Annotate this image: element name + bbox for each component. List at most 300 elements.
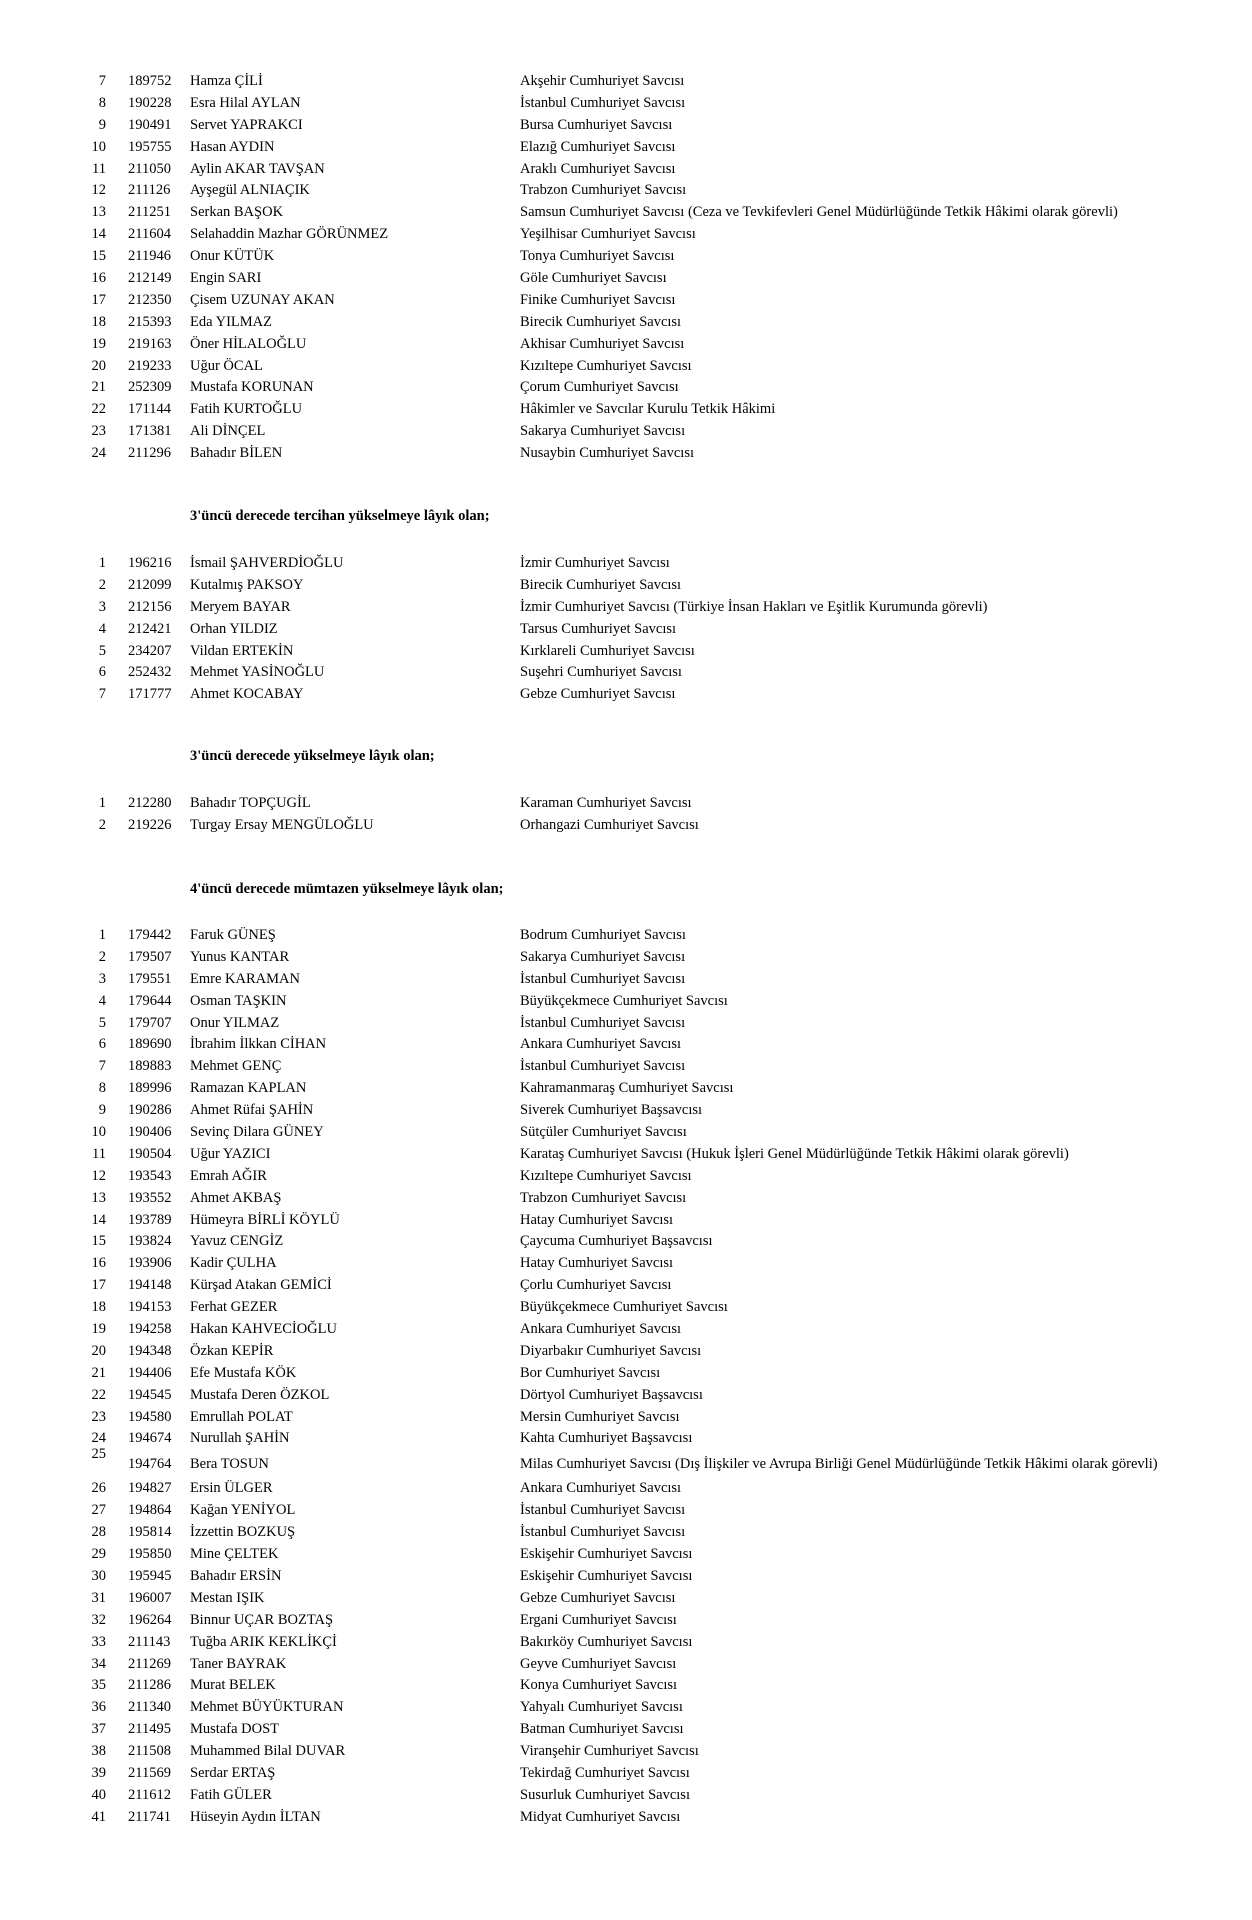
row-number: 5	[98, 642, 106, 659]
section-heading-tercihan: 3'üncü derecede tercihan yükselmeye lâyık olan;	[190, 508, 490, 524]
table-row	[0, 1341, 1252, 1363]
table-row	[0, 399, 1252, 421]
table-row	[0, 1407, 1252, 1429]
sicil-number: 195814	[128, 1524, 172, 1541]
person-name: Bahadır BİLEN	[190, 445, 283, 462]
table-row	[0, 1478, 1252, 1500]
sicil-number: 196007	[128, 1589, 172, 1606]
table-row	[0, 334, 1252, 356]
person-name: Mustafa DOST	[190, 1721, 280, 1738]
row-number: 10	[91, 138, 106, 155]
sicil-number: 211251	[128, 204, 171, 221]
row-number: 24	[91, 1430, 106, 1447]
table-row	[0, 553, 1252, 575]
person-name: Binnur UÇAR BOZTAŞ	[190, 1611, 334, 1628]
person-name: Mustafa KORUNAN	[190, 379, 314, 396]
person-name: Orhan YILDIZ	[190, 620, 278, 637]
sicil-number: 234207	[128, 642, 172, 659]
person-name: Eda YILMAZ	[190, 313, 273, 330]
person-name: Ahmet Rüfai ŞAHİN	[190, 1102, 314, 1119]
sicil-number: 179551	[128, 970, 172, 987]
duty-location: Sakarya Cumhuriyet Savcısı	[520, 423, 686, 440]
row-number: 29	[91, 1546, 106, 1563]
person-name: Mehmet YASİNOĞLU	[190, 664, 325, 681]
row-number: 26	[91, 1480, 106, 1497]
row-number: 20	[91, 357, 106, 374]
person-name: Hakan KAHVECİOĞLU	[190, 1321, 337, 1338]
sicil-number: 171144	[128, 401, 171, 418]
table-row	[0, 115, 1252, 137]
person-name: Hüseyin Aydın İLTAN	[190, 1808, 321, 1825]
duty-location: Viranşehir Cumhuriyet Savcısı	[520, 1743, 699, 1760]
person-name: Yavuz CENGİZ	[190, 1233, 284, 1250]
table-row	[0, 1785, 1252, 1807]
row-number: 38	[91, 1743, 106, 1760]
table-row	[0, 662, 1252, 684]
row-number: 14	[91, 1211, 106, 1228]
person-name: Vildan ERTEKİN	[190, 642, 294, 659]
row-number: 2	[98, 576, 106, 593]
person-name: Mestan IŞIK	[190, 1589, 265, 1606]
row-number: 18	[91, 1299, 106, 1316]
list-section-continued	[0, 71, 1252, 465]
duty-location: Yeşilhisar Cumhuriyet Savcısı	[520, 226, 696, 243]
sicil-number: 189996	[128, 1080, 172, 1097]
duty-location: Tarsus Cumhuriyet Savcısı	[520, 620, 677, 637]
table-row	[0, 1632, 1252, 1654]
sicil-number: 211741	[128, 1808, 171, 1825]
duty-location: İstanbul Cumhuriyet Savcısı	[520, 970, 686, 987]
sicil-number: 212350	[128, 291, 172, 308]
table-row	[0, 1188, 1252, 1210]
table-row	[0, 575, 1252, 597]
row-number: 19	[91, 1321, 106, 1338]
person-name: Hümeyra BİRLİ KÖYLÜ	[190, 1211, 340, 1228]
person-name: Mehmet BÜYÜKTURAN	[190, 1699, 344, 1716]
person-name: Ayşegül ALNIAÇIK	[190, 182, 310, 199]
person-name: Faruk GÜNEŞ	[190, 927, 276, 943]
sicil-number: 190228	[128, 94, 172, 111]
sicil-number: 212421	[128, 620, 172, 637]
duty-location: Sütçüler Cumhuriyet Savcısı	[520, 1124, 687, 1141]
person-name: Emrah AĞIR	[190, 1167, 267, 1184]
sicil-number: 211946	[128, 248, 171, 265]
person-name: Selahaddin Mazhar GÖRÜNMEZ	[190, 226, 389, 243]
table-row	[0, 1144, 1252, 1166]
table-row	[0, 947, 1252, 969]
duty-location: Hâkimler ve Savcılar Kurulu Tetkik Hâkimi	[520, 401, 776, 418]
sicil-number: 211050	[128, 160, 171, 177]
person-name: Özkan KEPİR	[190, 1342, 274, 1359]
table-row	[0, 1654, 1252, 1676]
row-number: 23	[91, 423, 106, 440]
person-name: Bahadır TOPÇUGİL	[190, 795, 311, 811]
duty-location: Akhisar Cumhuriyet Savcısı	[520, 335, 685, 352]
table-row	[0, 356, 1252, 378]
sicil-number: 194580	[128, 1408, 172, 1425]
sicil-number: 194406	[128, 1364, 172, 1381]
duty-location: Midyat Cumhuriyet Savcısı	[520, 1808, 681, 1825]
table-row	[0, 1385, 1252, 1407]
person-name: Bahadır ERSİN	[190, 1567, 282, 1584]
table-row	[0, 1763, 1252, 1785]
table-row	[0, 1363, 1252, 1385]
sicil-number: 196216	[128, 555, 172, 571]
duty-location: Eskişehir Cumhuriyet Savcısı	[520, 1546, 693, 1563]
person-name: Hamza ÇİLİ	[190, 73, 263, 89]
row-number: 8	[98, 1080, 106, 1097]
table-row	[0, 159, 1252, 181]
row-number: 11	[92, 160, 106, 177]
person-name: Mustafa Deren ÖZKOL	[190, 1386, 330, 1403]
sicil-number: 195945	[128, 1567, 172, 1584]
section-heading-mumtazen: 4'üncü derecede mümtazen yükselmeye lâyık olan;	[190, 881, 504, 897]
duty-location: Kahta Cumhuriyet Başsavcısı	[520, 1430, 693, 1447]
row-number: 24	[91, 445, 106, 462]
row-number: 12	[91, 1167, 106, 1184]
duty-location: Göle Cumhuriyet Savcısı	[520, 270, 667, 287]
sicil-number: 179644	[128, 992, 172, 1009]
table-row	[0, 1566, 1252, 1588]
row-number: 32	[91, 1611, 106, 1628]
table-row	[0, 1522, 1252, 1544]
sicil-number: 219233	[128, 357, 172, 374]
sicil-number: 211296	[128, 445, 171, 462]
table-row	[0, 1034, 1252, 1056]
row-number: 9	[98, 1102, 106, 1119]
sicil-number: 219226	[128, 816, 172, 833]
row-number: 16	[91, 1255, 106, 1272]
person-name: Kadir ÇULHA	[190, 1255, 277, 1272]
person-name: İsmail ŞAHVERDİOĞLU	[190, 555, 344, 571]
row-number: 28	[91, 1524, 106, 1541]
person-name: Kutalmış PAKSOY	[190, 576, 304, 593]
person-name: Muhammed Bilal DUVAR	[190, 1743, 346, 1760]
sicil-number: 212099	[128, 576, 172, 593]
person-name: Onur YILMAZ	[190, 1014, 280, 1031]
sicil-number: 215393	[128, 313, 172, 330]
row-number: 16	[91, 270, 106, 287]
sicil-number: 219163	[128, 335, 172, 352]
sicil-number: 211286	[128, 1677, 171, 1694]
duty-location: Dörtyol Cumhuriyet Başsavcısı	[520, 1386, 703, 1403]
duty-location: Susurluk Cumhuriyet Savcısı	[520, 1786, 690, 1803]
duty-location: Elazığ Cumhuriyet Savcısı	[520, 138, 676, 155]
duty-location: Ankara Cumhuriyet Savcısı	[520, 1321, 682, 1338]
sicil-number: 194545	[128, 1386, 172, 1403]
sicil-number: 189752	[128, 73, 172, 89]
table-row	[0, 312, 1252, 334]
sicil-number: 193824	[128, 1233, 172, 1250]
person-name: Ahmet AKBAŞ	[190, 1189, 282, 1206]
sicil-number: 193552	[128, 1189, 172, 1206]
sicil-number: 190286	[128, 1102, 172, 1119]
duty-location: Trabzon Cumhuriyet Savcısı	[520, 1189, 687, 1206]
duty-location: Sakarya Cumhuriyet Savcısı	[520, 948, 686, 965]
sicil-number: 212280	[128, 795, 172, 811]
row-number: 33	[91, 1633, 106, 1650]
duty-location: İstanbul Cumhuriyet Savcısı	[520, 1502, 686, 1519]
person-name: İzzettin BOZKUŞ	[190, 1524, 296, 1541]
duty-location: Suşehri Cumhuriyet Savcısı	[520, 664, 682, 681]
row-number: 27	[91, 1502, 106, 1519]
duty-location: Siverek Cumhuriyet Başsavcısı	[520, 1102, 703, 1119]
row-number: 23	[91, 1408, 106, 1425]
section-heading-yukselme: 3'üncü derecede yükselmeye lâyık olan;	[190, 748, 435, 764]
person-name: Mine ÇELTEK	[190, 1546, 279, 1563]
duty-location: Karataş Cumhuriyet Savcısı (Hukuk İşleri Genel Müdürlüğünde Tetkik Hâkimi olarak görevli)	[520, 1145, 1069, 1162]
table-row	[0, 71, 1252, 93]
duty-location: Karaman Cumhuriyet Savcısı	[520, 795, 692, 811]
duty-location: Büyükçekmece Cumhuriyet Savcısı	[520, 992, 728, 1009]
duty-location: Ankara Cumhuriyet Savcısı	[520, 1036, 682, 1053]
sicil-number: 211569	[128, 1764, 171, 1781]
table-row	[0, 1319, 1252, 1341]
row-number: 3	[98, 970, 106, 987]
row-number: 18	[91, 313, 106, 330]
duty-location: Bakırköy Cumhuriyet Savcısı	[520, 1633, 693, 1650]
sicil-number: 171381	[128, 423, 172, 440]
duty-location: Ergani Cumhuriyet Savcısı	[520, 1611, 677, 1628]
row-number: 8	[98, 94, 106, 111]
person-name: Aylin AKAR TAVŞAN	[190, 160, 325, 177]
duty-location: İstanbul Cumhuriyet Savcısı	[520, 1058, 686, 1075]
sicil-number: 195755	[128, 138, 172, 155]
duty-location: Batman Cumhuriyet Savcısı	[520, 1721, 684, 1738]
table-row	[0, 1807, 1252, 1829]
row-number: 22	[91, 1386, 106, 1403]
row-number: 17	[91, 291, 106, 308]
sicil-number: 194148	[128, 1277, 172, 1294]
duty-location: Kızıltepe Cumhuriyet Savcısı	[520, 357, 692, 374]
row-number: 17	[91, 1277, 106, 1294]
duty-location: Kızıltepe Cumhuriyet Savcısı	[520, 1167, 692, 1184]
table-row	[0, 1697, 1252, 1719]
table-row	[0, 1610, 1252, 1632]
table-row	[0, 1166, 1252, 1188]
duty-location: İstanbul Cumhuriyet Savcısı	[520, 94, 686, 111]
person-name: Ramazan KAPLAN	[190, 1080, 307, 1097]
sicil-number: 211612	[128, 1786, 171, 1803]
table-row	[0, 1446, 1252, 1478]
duty-location: Hatay Cumhuriyet Savcısı	[520, 1255, 674, 1272]
sicil-number: 211126	[128, 182, 171, 199]
row-number: 4	[98, 992, 106, 1009]
duty-location: Araklı Cumhuriyet Savcısı	[520, 160, 676, 177]
duty-location: Kahramanmaraş Cumhuriyet Savcısı	[520, 1080, 734, 1097]
row-number: 34	[91, 1655, 106, 1672]
person-name: Tuğba ARIK KEKLİKÇİ	[190, 1633, 337, 1650]
duty-location: Bursa Cumhuriyet Savcısı	[520, 116, 673, 133]
sicil-number: 194153	[128, 1299, 172, 1316]
sicil-number: 193789	[128, 1211, 172, 1228]
person-name: Kürşad Atakan GEMİCİ	[190, 1277, 332, 1294]
person-name: Bera TOSUN	[190, 1456, 269, 1473]
table-row	[0, 377, 1252, 399]
duty-location: Çorum Cumhuriyet Savcısı	[520, 379, 679, 396]
row-number: 35	[91, 1677, 106, 1694]
table-row	[0, 969, 1252, 991]
row-number: 25	[91, 1446, 106, 1463]
row-number: 5	[98, 1014, 106, 1031]
person-name: Emrullah POLAT	[190, 1408, 293, 1425]
duty-location: Birecik Cumhuriyet Savcısı	[520, 576, 682, 593]
row-number: 2	[98, 948, 106, 965]
row-number: 15	[91, 1233, 106, 1250]
sicil-number: 211269	[128, 1655, 171, 1672]
row-number: 9	[98, 116, 106, 133]
row-number: 30	[91, 1567, 106, 1584]
sicil-number: 179442	[128, 927, 172, 943]
person-name: Sevinç Dilara GÜNEY	[190, 1124, 324, 1141]
sicil-number: 193906	[128, 1255, 172, 1272]
list-section-yukselme	[0, 793, 1252, 837]
duty-location: İzmir Cumhuriyet Savcısı (Türkiye İnsan Hakları ve Eşitlik Kurumunda görevli)	[520, 598, 988, 615]
row-number: 22	[91, 401, 106, 418]
duty-location: İstanbul Cumhuriyet Savcısı	[520, 1014, 686, 1031]
duty-location: İzmir Cumhuriyet Savcısı	[520, 555, 670, 571]
person-name: Onur KÜTÜK	[190, 248, 275, 265]
sicil-number: 189883	[128, 1058, 172, 1075]
row-number: 11	[92, 1145, 106, 1162]
duty-location: Samsun Cumhuriyet Savcısı (Ceza ve Tevkifevleri Genel Müdürlüğünde Tetkik Hâkimi olarak görevli)	[520, 204, 1118, 221]
row-number: 3	[98, 598, 106, 615]
table-row	[0, 1056, 1252, 1078]
person-name: Nurullah ŞAHİN	[190, 1430, 290, 1447]
row-number: 20	[91, 1342, 106, 1359]
table-row	[0, 597, 1252, 619]
duty-location: Büyükçekmece Cumhuriyet Savcısı	[520, 1299, 728, 1316]
duty-location: Hatay Cumhuriyet Savcısı	[520, 1211, 674, 1228]
row-number: 1	[98, 555, 106, 571]
person-name: Serkan BAŞOK	[190, 204, 284, 221]
duty-location: Ankara Cumhuriyet Savcısı	[520, 1480, 682, 1497]
table-row	[0, 137, 1252, 159]
duty-location: İstanbul Cumhuriyet Savcısı	[520, 1524, 686, 1541]
person-name: Ferhat GEZER	[190, 1299, 278, 1316]
row-number: 13	[91, 1189, 106, 1206]
person-name: Emre KARAMAN	[190, 970, 300, 987]
person-name: Yunus KANTAR	[190, 948, 290, 965]
table-row	[0, 1428, 1252, 1450]
row-number: 40	[91, 1786, 106, 1803]
table-row	[0, 925, 1252, 947]
row-number: 6	[98, 1036, 106, 1053]
row-number: 31	[91, 1589, 106, 1606]
table-row	[0, 1100, 1252, 1122]
sicil-number: 211604	[128, 226, 171, 243]
sicil-number: 252432	[128, 664, 172, 681]
duty-location: Trabzon Cumhuriyet Savcısı	[520, 182, 687, 199]
duty-location: Mersin Cumhuriyet Savcısı	[520, 1408, 680, 1425]
table-row	[0, 1122, 1252, 1144]
table-row	[0, 793, 1252, 815]
table-row	[0, 1253, 1252, 1275]
sicil-number: 211340	[128, 1699, 171, 1716]
duty-location: Çorlu Cumhuriyet Savcısı	[520, 1277, 672, 1294]
sicil-number: 212149	[128, 270, 172, 287]
sicil-number: 211143	[128, 1633, 171, 1650]
row-number: 19	[91, 335, 106, 352]
sicil-number: 195850	[128, 1546, 172, 1563]
person-name: Servet YAPRAKCI	[190, 116, 303, 133]
table-row	[0, 1297, 1252, 1319]
row-number: 15	[91, 248, 106, 265]
sicil-number: 194258	[128, 1321, 172, 1338]
row-number: 39	[91, 1764, 106, 1781]
person-name: Fatih KURTOĞLU	[190, 401, 303, 418]
sicil-number: 252309	[128, 379, 172, 396]
sicil-number: 211508	[128, 1743, 171, 1760]
row-number: 4	[98, 620, 106, 637]
duty-location: Diyarbakır Cumhuriyet Savcısı	[520, 1342, 702, 1359]
sicil-number: 193543	[128, 1167, 172, 1184]
person-name: Engin SARI	[190, 270, 262, 287]
person-name: Efe Mustafa KÖK	[190, 1364, 297, 1381]
row-number: 1	[98, 795, 106, 811]
sicil-number: 194674	[128, 1430, 172, 1447]
row-number: 37	[91, 1721, 106, 1738]
table-row	[0, 1231, 1252, 1253]
person-name: Ali DİNÇEL	[190, 423, 266, 440]
table-row	[0, 224, 1252, 246]
duty-location: Tekirdağ Cumhuriyet Savcısı	[520, 1764, 690, 1781]
row-number: 21	[91, 1364, 106, 1381]
table-row	[0, 815, 1252, 837]
person-name: İbrahim İlkkan CİHAN	[190, 1036, 327, 1053]
duty-location: Birecik Cumhuriyet Savcısı	[520, 313, 682, 330]
person-name: Uğur ÖCAL	[190, 357, 263, 374]
sicil-number: 190504	[128, 1145, 172, 1162]
table-row	[0, 1013, 1252, 1035]
person-name: Esra Hilal AYLAN	[190, 94, 301, 111]
sicil-number: 179707	[128, 1014, 172, 1031]
sicil-number: 190491	[128, 116, 172, 133]
sicil-number: 194827	[128, 1480, 172, 1497]
table-row	[0, 991, 1252, 1013]
duty-location: Bodrum Cumhuriyet Savcısı	[520, 927, 686, 943]
sicil-number: 179507	[128, 948, 172, 965]
duty-location: Nusaybin Cumhuriyet Savcısı	[520, 445, 694, 462]
person-name: Fatih GÜLER	[190, 1786, 272, 1803]
table-row	[0, 1275, 1252, 1297]
table-row	[0, 1078, 1252, 1100]
table-row	[0, 268, 1252, 290]
list-section-mumtazen	[0, 925, 1252, 1829]
duty-location: Eskişehir Cumhuriyet Savcısı	[520, 1567, 693, 1584]
table-row	[0, 1500, 1252, 1522]
table-row	[0, 93, 1252, 115]
person-name: Hasan AYDIN	[190, 138, 275, 155]
sicil-number: 211495	[128, 1721, 171, 1738]
person-name: Çisem UZUNAY AKAN	[190, 291, 335, 308]
row-number: 13	[91, 204, 106, 221]
sicil-number: 189690	[128, 1036, 172, 1053]
table-row	[0, 1719, 1252, 1741]
table-row	[0, 1741, 1252, 1763]
row-number: 2	[98, 816, 106, 833]
duty-location: Gebze Cumhuriyet Savcısı	[520, 686, 676, 703]
sicil-number: 194348	[128, 1342, 172, 1359]
row-number: 41	[91, 1808, 106, 1825]
duty-location: Gebze Cumhuriyet Savcısı	[520, 1589, 676, 1606]
row-number: 6	[98, 664, 106, 681]
sicil-number: 194864	[128, 1502, 172, 1519]
table-row	[0, 641, 1252, 663]
table-row	[0, 1675, 1252, 1697]
person-name: Osman TAŞKIN	[190, 992, 287, 1009]
person-name: Kağan YENİYOL	[190, 1502, 296, 1519]
